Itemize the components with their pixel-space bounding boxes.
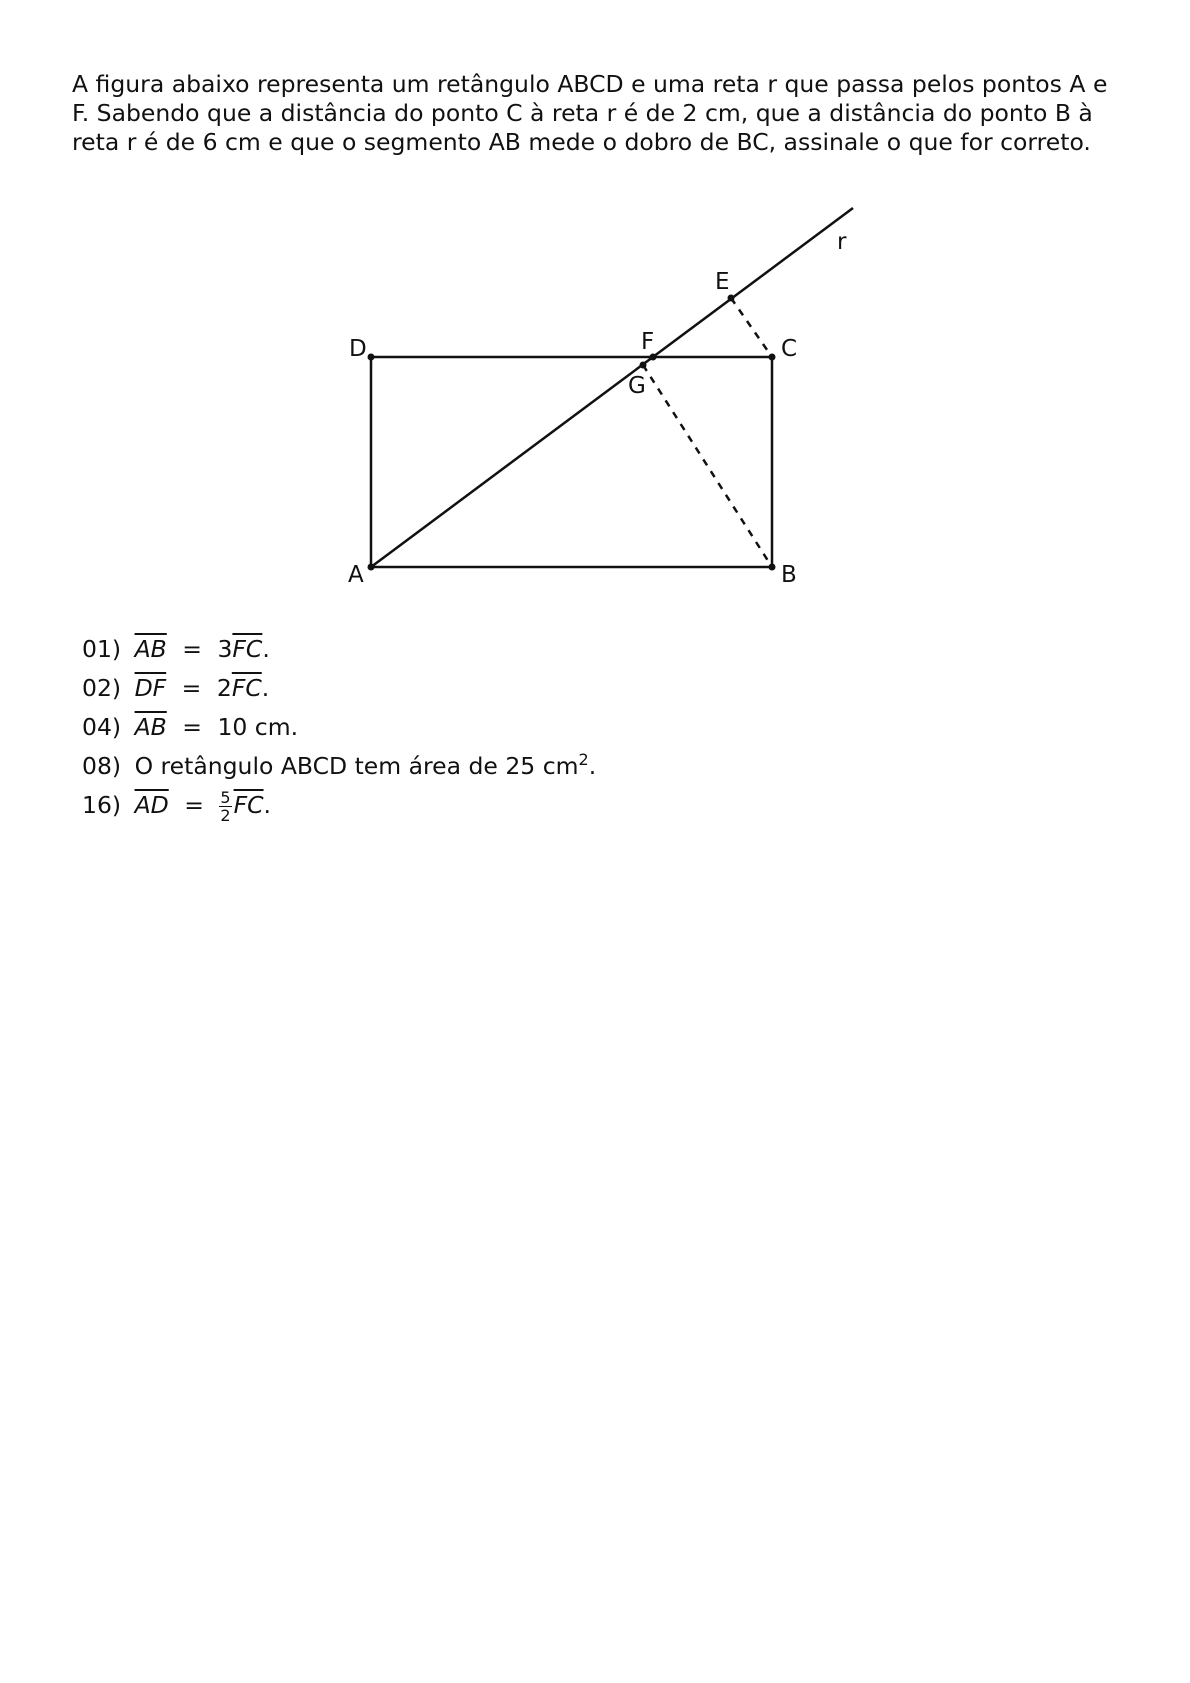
coefficient: 2 xyxy=(216,674,232,702)
option-number: 02) xyxy=(82,674,122,702)
option-text: O retângulo ABCD tem área de 25 cm xyxy=(134,752,579,780)
period: . xyxy=(588,752,597,780)
fraction xyxy=(219,789,231,824)
option-number: 08) xyxy=(82,752,122,780)
value: 10 cm. xyxy=(217,713,299,741)
period: . xyxy=(261,674,270,702)
label-d: D xyxy=(349,336,367,362)
label-r: r xyxy=(837,229,847,255)
label-g: G xyxy=(628,373,646,399)
option-01 xyxy=(82,630,596,669)
equals-sign: = xyxy=(182,635,202,663)
label-f: F xyxy=(641,329,655,355)
line-r xyxy=(371,208,853,567)
option-04 xyxy=(82,708,596,747)
segment-fc: $\overline{FC}$ xyxy=(231,674,262,702)
label-e: E xyxy=(715,269,730,295)
point-g xyxy=(640,362,647,369)
equals-sign: = xyxy=(184,791,204,819)
exponent: 2 xyxy=(578,750,589,769)
segment-ce xyxy=(731,298,772,357)
option-08 xyxy=(82,747,596,786)
label-a: A xyxy=(348,562,364,588)
point-d xyxy=(368,354,375,361)
point-e xyxy=(728,295,735,302)
segment-fc: $\overline{FC}$ xyxy=(232,635,263,663)
equals-sign: = xyxy=(182,713,202,741)
period: . xyxy=(262,635,270,663)
rectangle-abcd xyxy=(371,357,772,567)
point-a xyxy=(368,564,375,571)
option-number: 01) xyxy=(82,635,122,663)
point-c xyxy=(769,354,776,361)
option-16 xyxy=(82,786,596,825)
answer-options xyxy=(82,630,596,825)
option-02 xyxy=(82,669,596,708)
option-number: 16) xyxy=(82,791,122,819)
question-line-2: F. Sabendo que a distância do ponto C à reta r é de 2 cm, que a distância do ponto B à xyxy=(72,99,1093,127)
segment-ab: $\overline{AB}$ xyxy=(134,713,167,741)
point-b xyxy=(769,564,776,571)
segment-df: $\overline{DF}$ xyxy=(134,674,167,702)
option-number: 04) xyxy=(82,713,122,741)
label-c: C xyxy=(781,336,798,362)
segment-bg xyxy=(643,365,772,567)
equals-sign: = xyxy=(181,674,202,702)
period: . xyxy=(263,791,272,819)
geometry-figure xyxy=(0,0,1190,640)
segment-fc: $\overline{FC}$ xyxy=(233,791,264,819)
segment-ad: $\overline{AD}$ xyxy=(134,791,169,819)
question-line-1: A figura abaixo representa um retângulo ABCD e uma reta r que passa pelos pontos A e xyxy=(72,70,1108,98)
question-line-3: reta r é de 6 cm e que o segmento AB mede o dobro de BC, assinale o que for correto. xyxy=(72,128,1091,156)
segment-ab: $\overline{AB}$ xyxy=(134,635,167,663)
label-b: B xyxy=(781,562,797,588)
fraction-denominator: 2 xyxy=(220,806,231,825)
coefficient: 3 xyxy=(217,635,233,663)
fraction-numerator: 5 xyxy=(220,788,231,807)
